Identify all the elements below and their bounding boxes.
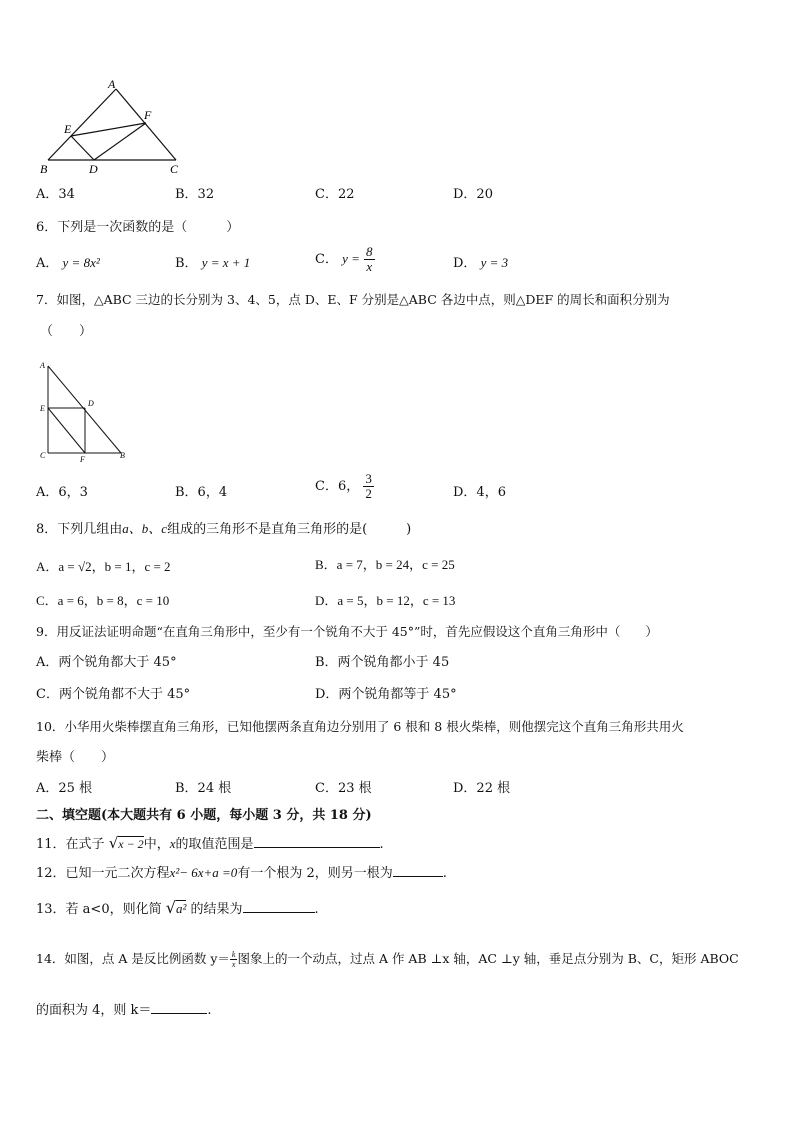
q6-option-c[interactable]: [315, 245, 375, 274]
q8-stem-vars: a、b、c: [122, 521, 168, 536]
q6-option-b[interactable]: [175, 255, 250, 272]
q14-answer-blank[interactable]: [151, 1001, 207, 1014]
q6-option-d-label: D．: [453, 256, 477, 271]
q5-option-b[interactable]: B．32: [175, 187, 215, 202]
q10-stem-line2: 柴棒（ ）: [36, 750, 115, 765]
q6-option-c-numerator: 8: [366, 244, 373, 259]
q11-radicand: x − 2: [118, 837, 144, 851]
fig7-label-b: B: [120, 451, 125, 460]
q6-option-c-label: C．: [315, 252, 338, 267]
q6-stem: 6．下列是一次函数的是（ ）: [36, 220, 240, 235]
q13-sqrt: √a²: [165, 898, 187, 917]
q11-part4: .: [379, 837, 384, 852]
fig7-label-c: C: [40, 451, 46, 460]
q11-sqrt: √x − 2: [108, 834, 144, 852]
q6-option-c-denominator: x: [366, 259, 373, 274]
fig5-label-a: A: [108, 77, 116, 91]
q6-option-c-left: y =: [342, 251, 360, 266]
q7-option-c[interactable]: [315, 472, 374, 501]
q8-option-b[interactable]: B．a = 7，b = 24，c = 25: [315, 557, 455, 572]
q8-stem: [36, 521, 411, 538]
q6-option-b-label: B．: [175, 256, 198, 271]
fig5-label-b: B: [40, 162, 48, 176]
q6-option-a[interactable]: [36, 255, 100, 272]
q6-option-a-label: A．: [36, 256, 59, 271]
q13-radicand: a²: [175, 901, 187, 916]
q8-option-d[interactable]: D．a = 5，b = 12，c = 13: [315, 593, 456, 608]
q12-equation: x²− 6x+a =0: [169, 865, 238, 880]
q10-option-c[interactable]: C．23 根: [315, 781, 372, 796]
q6-option-c-fraction: [364, 245, 375, 274]
q6-option-d[interactable]: [453, 255, 508, 272]
q8-stem-part2: 组成的三角形不是直角三角形的是( ): [167, 522, 412, 537]
q6-option-b-expr: y = x + 1: [201, 255, 251, 270]
q7-triangle-figure: [36, 358, 136, 464]
q12-part2: 有一个根为 2，则另一根为: [237, 866, 393, 881]
q5-option-a[interactable]: A．34: [36, 187, 75, 202]
q10-option-d[interactable]: D．22 根: [453, 781, 511, 796]
q7-option-c-fraction: [363, 472, 374, 501]
fig5-label-c: C: [170, 162, 179, 176]
q13: [36, 900, 319, 918]
q14-line2-end: .: [207, 1003, 212, 1018]
q12-part1: 12．已知一元二次方程: [36, 866, 170, 881]
q14-frac-den: x: [231, 960, 236, 969]
q14-line1: [36, 950, 739, 969]
q14-line2: [36, 1001, 212, 1019]
q6-option-a-expr: y = 8x²: [62, 255, 100, 270]
q14-part2: 图象上的一个动点，过点 A 作 AB ⊥x 轴，AC ⊥y 轴，垂足点分别为 B、C，矩形 ABOC: [237, 951, 739, 966]
q11-var: x: [169, 836, 176, 851]
q14-line2-text: 的面积为 4，则 k＝: [36, 1003, 152, 1018]
q9-option-c[interactable]: C．两个锐角都不大于 45°: [36, 687, 191, 702]
q7-option-a[interactable]: A．6，3: [36, 485, 88, 500]
q10-option-b[interactable]: B．24 根: [175, 781, 232, 796]
q5-option-d[interactable]: D．20: [453, 187, 493, 202]
q9-option-d[interactable]: D．两个锐角都等于 45°: [315, 687, 457, 702]
q7-option-c-denominator: 2: [365, 486, 372, 501]
q11: [36, 835, 384, 853]
q7-option-c-numerator: 3: [365, 471, 372, 486]
fig5-label-e: E: [64, 122, 72, 136]
q9-option-b[interactable]: B．两个锐角都小于 45: [315, 655, 450, 670]
q12: [36, 864, 447, 882]
q5-option-c[interactable]: C．22: [315, 187, 355, 202]
fig7-label-e: E: [40, 404, 45, 413]
q12-answer-blank[interactable]: [393, 864, 443, 877]
q7-option-c-label: C．6，: [315, 479, 360, 494]
q14-part1: 14．如图，点 A 是反比例函数 y＝: [36, 951, 230, 966]
q11-part3: 的取值范围是: [175, 837, 254, 852]
q14-frac-num: k: [231, 950, 236, 959]
q11-part2: 中，: [143, 837, 170, 852]
q13-part3: .: [314, 902, 319, 917]
fig7-label-a: A: [40, 361, 45, 370]
q7-option-d[interactable]: D．4，6: [453, 485, 506, 500]
fig7-label-d: D: [88, 399, 94, 408]
q8-option-c[interactable]: C．a = 6，b = 8，c = 10: [36, 593, 170, 608]
q11-answer-blank[interactable]: [254, 835, 380, 848]
q7-stem: 7．如图，△ABC 三边的长分别为 3、4、5，点 D、E、F 分别是△ABC 各边中点，则△DEF 的周长和面积分别为: [36, 292, 670, 307]
q10-stem: 10．小华用火柴棒摆直角三角形，已知他摆两条直角边分别用了 6 根和 8 根火柴棒，则他摆完这个直角三角形共用火: [36, 719, 684, 734]
q10-option-a[interactable]: A．25 根: [36, 781, 93, 796]
fig7-label-f: F: [80, 455, 85, 464]
q13-part1: 13．若 a<0，则化简: [36, 902, 162, 917]
q13-answer-blank[interactable]: [243, 900, 315, 913]
q5-triangle-figure: [36, 76, 186, 176]
q7-option-b[interactable]: B．6，4: [175, 485, 228, 500]
q9-stem: 9．用反证法证明命题“在直角三角形中，至少有一个锐角不大于 45°”时，首先应假设这个直角三角形中（ ）: [36, 624, 658, 639]
q11-part1: 11．在式子: [36, 837, 105, 852]
q8-option-a[interactable]: A．a = √2，b = 1，c = 2: [36, 559, 171, 574]
q9-option-a[interactable]: A．两个锐角都大于 45°: [36, 655, 177, 670]
q8-stem-part1: 8．下列几组由: [36, 522, 123, 537]
fig5-label-d: D: [89, 162, 98, 176]
q7-stem-paren: （ ）: [40, 324, 93, 339]
q13-part2: 的结果为: [190, 902, 243, 917]
q6-option-d-expr: y = 3: [480, 255, 509, 270]
q12-part3: .: [442, 866, 447, 881]
fig5-label-f: F: [144, 108, 152, 122]
section-2-heading: 二、填空题(本大题共有 6 小题，每小题 3 分，共 18 分): [36, 808, 372, 823]
